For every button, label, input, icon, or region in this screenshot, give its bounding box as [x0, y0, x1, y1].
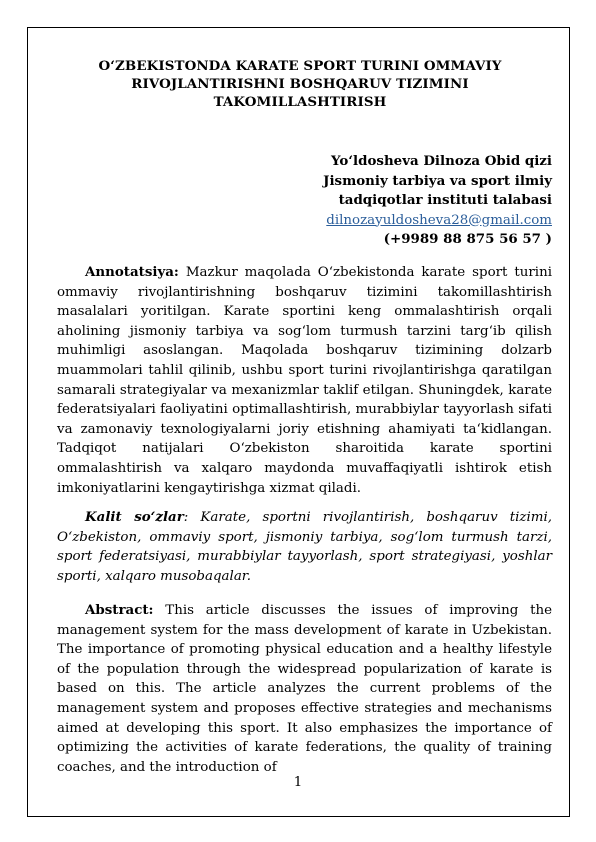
annotation-label: Annotatsiya:	[85, 264, 179, 280]
keywords-text: : Karate, sportni rivojlantirish, boshqaruv tizimi, O‘zbekiston, ommaviy sport, jismoniy tarbiya, sog‘lom turmush tarzi, sport federatsiyasi, murabbiylar tayyorlash, sport strategiyasi, yoshlar sporti, xalqaro musobaqalar.	[57, 510, 553, 584]
abstract-paragraph	[57, 601, 552, 777]
paper-title	[60, 57, 540, 111]
author-name: Yo‘ldosheva Dilnoza Obid qizi	[331, 153, 552, 169]
author-block	[172, 152, 552, 250]
title-line-2: RIVOJLANTIRISHNI BOSHQARUV TIZIMINI	[131, 76, 469, 92]
keywords-paragraph	[57, 508, 552, 586]
annotation-text: Mazkur maqolada O‘zbekistonda karate sport turini ommaviy rivojlantirishning boshqaruv tizimini takomillashtirish masalalari yoritilgan. Karate sportini keng ommalashtirish orqali aholining jismoniy tarbiya va sog‘lom turmush tarzini targ‘ib qilish muhimligi asoslangan. Maqolada boshqaruv tizimining dolzarb muammolari tahlil qilinib, ushbu sport turini rivojlantirishga qaratilgan samarali strategiyalar va mexanizmlar taklif etilgan. Shuningdek, karate federatsiyalari faoliyatini optimallashtirish, murabbiylar tayyorlash sifati va zamonaviy texnologiyalarni joriy etishning ahamiyati ta‘kidlangan. Tadqiqot natijalari O‘zbekiston sharoitida karate sportini ommalashtirish va xalqaro maydonda muvaffaqiyatli ishtirok etish imkoniyatlarini kengaytirishga xizmat qiladi.	[57, 265, 552, 496]
page-number: 1	[293, 775, 303, 790]
title-line-3: TAKOMILLASHTIRISH	[213, 94, 387, 110]
affiliation-line-2: tadqiqotlar instituti talabasi	[338, 192, 552, 208]
annotation-paragraph	[57, 263, 552, 498]
title-line-1: O‘ZBEKISTONDA KARATE SPORT TURINI OMMAVIY	[98, 58, 502, 74]
keywords-label: Kalit so‘zlar	[85, 509, 184, 525]
author-email-link[interactable]: dilnozayuldosheva28@gmail.com	[326, 212, 552, 228]
affiliation-line-1: Jismoniy tarbiya va sport ilmiy	[323, 172, 552, 189]
abstract-text: This article discusses the issues of improving the management system for the mass development of karate in Uzbekistan. The importance of promoting physical education and a healthy lifestyle of the population through the widespread popularization of karate is based on this. The article analyzes the current problems of the management system and proposes effective strategies and mechanisms aimed at developing this sport. It also emphasizes the importance of optimizing the activities of karate federations, the quality of training coaches, and the introduction of	[57, 603, 552, 775]
abstract-label: Abstract:	[85, 602, 154, 618]
author-phone: (+9989 88 875 56 57 )	[383, 231, 552, 247]
